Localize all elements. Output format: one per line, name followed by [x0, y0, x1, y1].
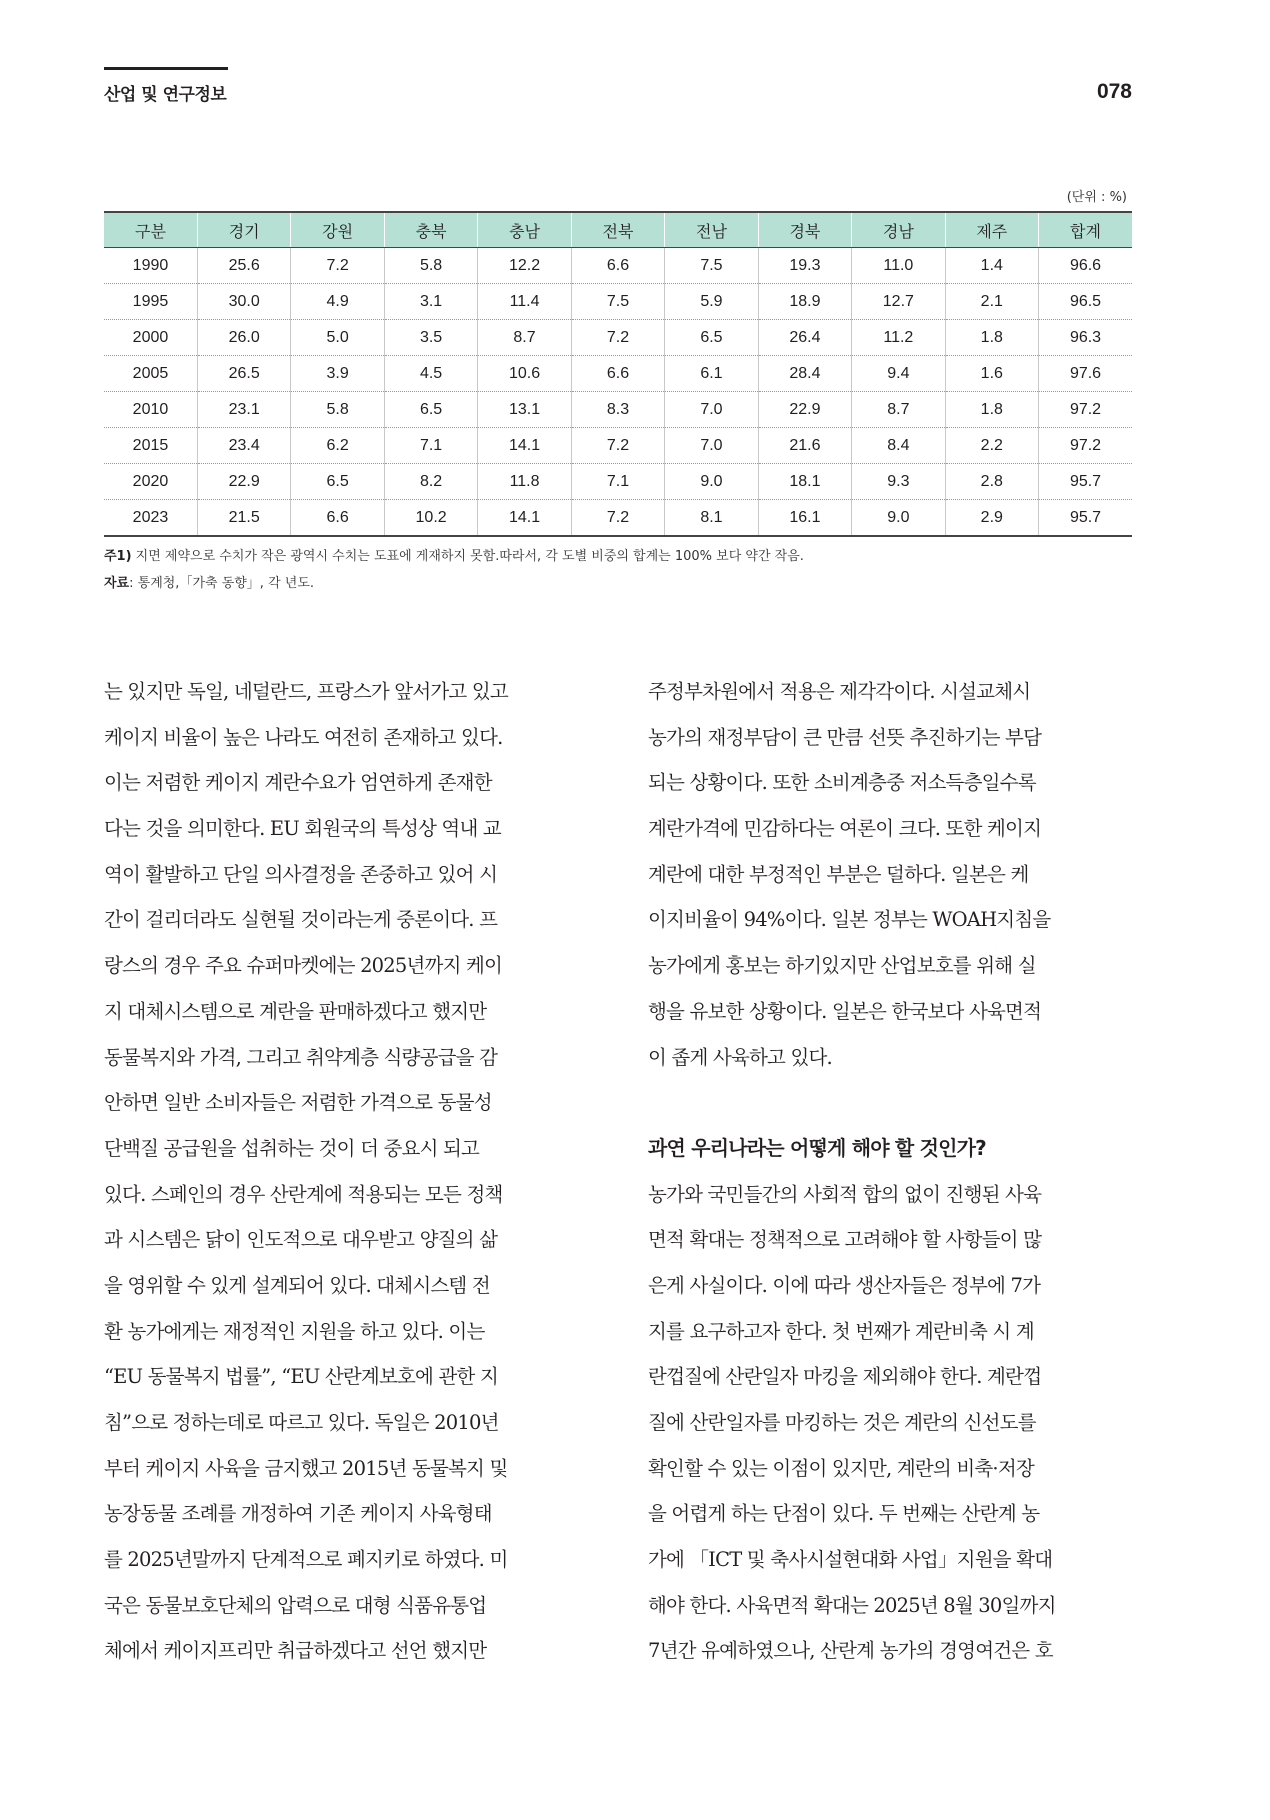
table-value-cell: 3.9: [291, 356, 384, 392]
body-text-line: 안하면 일반 소비자들은 저렴한 가격으로 동물성: [104, 1091, 492, 1115]
table-value-cell: 21.5: [197, 500, 290, 537]
body-text-line: 단백질 공급원을 섭취하는 것이 더 중요시 되고: [104, 1136, 480, 1160]
body-text-line: 를 2025년말까지 단계적으로 폐지키로 하였다. 미: [104, 1548, 508, 1572]
table-value-cell: 3.1: [384, 284, 477, 320]
body-text-line: 되는 상황이다. 또한 소비계층중 저소득층일수록: [648, 771, 1036, 795]
table-value-cell: 21.6: [758, 428, 851, 464]
table-column-header: 경북: [758, 212, 851, 248]
table-row: [104, 248, 1132, 284]
table-value-cell: 7.1: [384, 428, 477, 464]
table-value-cell: 11.4: [478, 284, 571, 320]
body-text-line: 랑스의 경우 주요 슈퍼마켓에는 2025년까지 케이: [104, 954, 503, 978]
body-text-line: 란껍질에 산란일자 마킹을 제외해야 한다. 계란껍: [648, 1365, 1042, 1389]
table-value-cell: 8.7: [852, 392, 945, 428]
body-text-line: 해야 한다. 사육면적 확대는 2025년 8월 30일까지: [648, 1593, 1056, 1617]
body-column-left: [104, 669, 592, 1674]
note-label: 주1): [104, 549, 132, 564]
body-text-line: 7년간 유예하였으나, 산란계 농가의 경영여건은 호: [648, 1639, 1053, 1663]
body-text-line: 환 농가에게는 재정적인 지원을 하고 있다. 이는: [104, 1319, 485, 1343]
table-value-cell: 8.7: [478, 320, 571, 356]
header-rule: [104, 67, 228, 70]
body-text-line: 질에 산란일자를 마킹하는 것은 계란의 신선도를: [648, 1411, 1036, 1434]
table-value-cell: 96.5: [1039, 284, 1132, 320]
table-value-cell: 12.7: [852, 284, 945, 320]
table-value-cell: 6.1: [665, 356, 758, 392]
source-text: : 통계청,「가축 동향」, 각 년도.: [129, 576, 315, 591]
body-text-line: 부터 케이지 사육을 금지했고 2015년 동물복지 및: [104, 1456, 508, 1480]
table-column-header: 경남: [852, 212, 945, 248]
table-value-cell: 26.4: [758, 320, 851, 356]
table-row: [104, 500, 1132, 537]
table-value-cell: 6.6: [291, 500, 384, 537]
table-header-row: [104, 212, 1132, 248]
table-value-cell: 14.1: [478, 428, 571, 464]
table-value-cell: 6.6: [571, 248, 664, 284]
table-value-cell: 8.1: [665, 500, 758, 537]
paragraph-gap: [648, 1080, 1132, 1126]
table-value-cell: 11.8: [478, 464, 571, 500]
table-value-cell: 5.8: [291, 392, 384, 428]
table-column-header: 경기: [197, 212, 290, 248]
table-value-cell: 3.5: [384, 320, 477, 356]
table-value-cell: 19.3: [758, 248, 851, 284]
table-value-cell: 28.4: [758, 356, 851, 392]
table-value-cell: 2.9: [945, 500, 1038, 537]
body-text-line: 는 있지만 독일, 네덜란드, 프랑스가 앞서가고 있고: [104, 680, 508, 703]
body-text-line: 농가와 국민들간의 사회적 합의 없이 진행된 사육: [648, 1182, 1042, 1206]
table-value-cell: 7.2: [571, 428, 664, 464]
table-value-cell: 10.6: [478, 356, 571, 392]
table-value-cell: 7.1: [571, 464, 664, 500]
body-text-line: 행을 유보한 상황이다. 일본은 한국보다 사육면적: [648, 999, 1042, 1023]
table-value-cell: 4.9: [291, 284, 384, 320]
table-value-cell: 96.3: [1039, 320, 1132, 356]
table-value-cell: 96.6: [1039, 248, 1132, 284]
table-value-cell: 97.6: [1039, 356, 1132, 392]
table-value-cell: 13.1: [478, 392, 571, 428]
section-subheading: 과연 우리나라는 어떻게 해야 할 것인가?: [648, 1135, 986, 1160]
table-value-cell: 7.5: [665, 248, 758, 284]
section-title: 산업 및 연구정보: [104, 85, 227, 105]
table-note: [104, 545, 804, 564]
table-value-cell: 97.2: [1039, 392, 1132, 428]
table-value-cell: 22.9: [197, 464, 290, 500]
table-row: [104, 428, 1132, 464]
body-text-line: 은게 사실이다. 이에 따라 생산자들은 정부에 7가: [648, 1273, 1041, 1297]
body-text-line: 을 어렵게 하는 단점이 있다. 두 번째는 산란계 농: [648, 1502, 1040, 1526]
body-text-line: 계란가격에 민감하다는 여론이 크다. 또한 케이지: [648, 817, 1042, 841]
table-value-cell: 7.2: [291, 248, 384, 284]
table-value-cell: 6.5: [665, 320, 758, 356]
table-value-cell: 8.2: [384, 464, 477, 500]
table-value-cell: 1.8: [945, 392, 1038, 428]
table-row: [104, 392, 1132, 428]
table-year-cell: 1995: [104, 284, 197, 320]
right-column-paragraph-1: [648, 669, 1132, 1080]
body-text-line: 이는 저렴한 케이지 계란수요가 엄연하게 존재한: [104, 771, 492, 795]
body-text-line: 이지비율이 94%이다. 일본 정부는 WOAH지침을: [648, 908, 1051, 932]
table-value-cell: 7.5: [571, 284, 664, 320]
body-text-line: 면적 확대는 정책적으로 고려해야 할 사항들이 많: [648, 1228, 1042, 1252]
table-value-cell: 9.0: [852, 500, 945, 537]
table-year-cell: 2020: [104, 464, 197, 500]
table-value-cell: 18.1: [758, 464, 851, 500]
table-year-cell: 2010: [104, 392, 197, 428]
table-value-cell: 11.2: [852, 320, 945, 356]
table-value-cell: 23.1: [197, 392, 290, 428]
table-value-cell: 5.0: [291, 320, 384, 356]
body-text-line: 계란에 대한 부정적인 부분은 덜하다. 일본은 케: [648, 862, 1029, 886]
table-row: [104, 464, 1132, 500]
table-row: [104, 284, 1132, 320]
table-value-cell: 8.3: [571, 392, 664, 428]
body-text-line: 가에 「ICT 및 축사시설현대화 사업」지원을 확대: [648, 1548, 1053, 1572]
body-text-line: 케이지 비율이 높은 나라도 여전히 존재하고 있다.: [104, 725, 503, 749]
table-value-cell: 7.0: [665, 428, 758, 464]
table-value-cell: 2.8: [945, 464, 1038, 500]
source-label: 자료: [104, 576, 130, 591]
table-column-header: 구분: [104, 212, 197, 248]
right-column-paragraph-2: [648, 1172, 1132, 1675]
table-value-cell: 18.9: [758, 284, 851, 320]
table-value-cell: 6.5: [291, 464, 384, 500]
body-text-line: 이 좁게 사육하고 있다.: [648, 1045, 832, 1069]
table-row: [104, 320, 1132, 356]
body-text-line: 지 대체시스템으로 계란을 판매하겠다고 했지만: [104, 999, 487, 1023]
body-text-line: 농가에게 홍보는 하기있지만 산업보호를 위해 실: [648, 954, 1036, 978]
table-value-cell: 6.5: [384, 392, 477, 428]
table-value-cell: 14.1: [478, 500, 571, 537]
table-column-header: 강원: [291, 212, 384, 248]
regional-share-table: [104, 211, 1132, 537]
body-text-line: 있다. 스페인의 경우 산란계에 적용되는 모든 정책: [104, 1182, 503, 1206]
table-value-cell: 95.7: [1039, 464, 1132, 500]
table-value-cell: 9.4: [852, 356, 945, 392]
body-text-line: 농장동물 조례를 개정하여 기존 케이지 사육형태: [104, 1502, 492, 1526]
table-value-cell: 11.0: [852, 248, 945, 284]
table-year-cell: 2005: [104, 356, 197, 392]
body-text-line: 농가의 재정부담이 큰 만큼 선뜻 추진하기는 부담: [648, 725, 1042, 749]
table-column-header: 전남: [665, 212, 758, 248]
body-text-line: 동물복지와 가격, 그리고 취약계층 식량공급을 감: [104, 1045, 498, 1069]
body-text-line: 확인할 수 있는 이점이 있지만, 계란의 비축·저장: [648, 1456, 1034, 1480]
body-text-line: 을 영위할 수 있게 설계되어 있다. 대체시스템 전: [104, 1273, 490, 1297]
table-value-cell: 9.0: [665, 464, 758, 500]
table-column-header: 제주: [945, 212, 1038, 248]
body-text-line: 다는 것을 의미한다. EU 회원국의 특성상 역내 교: [104, 817, 501, 841]
table-year-cell: 2015: [104, 428, 197, 464]
body-text-line: 간이 걸리더라도 실현될 것이라는게 중론이다. 프: [104, 908, 498, 932]
table-year-cell: 2023: [104, 500, 197, 537]
table-value-cell: 6.2: [291, 428, 384, 464]
table-value-cell: 26.5: [197, 356, 290, 392]
table-source: [104, 572, 314, 591]
table-value-cell: 6.6: [571, 356, 664, 392]
table-value-cell: 4.5: [384, 356, 477, 392]
body-text-line: 역이 활발하고 단일 의사결정을 존중하고 있어 시: [104, 862, 498, 886]
table-value-cell: 9.3: [852, 464, 945, 500]
table-value-cell: 1.4: [945, 248, 1038, 284]
table-value-cell: 1.6: [945, 356, 1038, 392]
table-column-header: 충북: [384, 212, 477, 248]
table-value-cell: 5.8: [384, 248, 477, 284]
table-value-cell: 10.2: [384, 500, 477, 537]
table-value-cell: 23.4: [197, 428, 290, 464]
note-text: 지면 제약으로 수치가 작은 광역시 수치는 도표에 게재하지 못함.따라서, 각 도별 비중의 합계는 100% 보다 약간 작음.: [131, 549, 804, 564]
body-text-line: 국은 동물보호단체의 압력으로 대형 식품유통업: [104, 1593, 487, 1617]
table-value-cell: 2.1: [945, 284, 1038, 320]
table-year-cell: 1990: [104, 248, 197, 284]
table-row: [104, 356, 1132, 392]
table-body: [104, 248, 1132, 537]
table-value-cell: 22.9: [758, 392, 851, 428]
table-value-cell: 97.2: [1039, 428, 1132, 464]
body-text-line: 지를 요구하고자 한다. 첫 번째가 계란비축 시 계: [648, 1319, 1034, 1343]
table-value-cell: 5.9: [665, 284, 758, 320]
table-value-cell: 16.1: [758, 500, 851, 537]
body-text-line: 과 시스템은 닭이 인도적으로 대우받고 양질의 삶: [104, 1228, 498, 1252]
page-number: 078: [1096, 80, 1132, 103]
body-text-line: “EU 동물복지 법률”, “EU 산란계보호에 관한 지: [104, 1365, 498, 1389]
table-column-header: 전북: [571, 212, 664, 248]
table-value-cell: 7.2: [571, 500, 664, 537]
table-column-header: 충남: [478, 212, 571, 248]
body-column-right: [648, 669, 1132, 1674]
table-value-cell: 2.2: [945, 428, 1038, 464]
table-value-cell: 7.2: [571, 320, 664, 356]
table-value-cell: 25.6: [197, 248, 290, 284]
table-value-cell: 8.4: [852, 428, 945, 464]
body-text-line: 주정부차원에서 적용은 제각각이다. 시설교체시: [648, 680, 1031, 703]
table-unit-label: (단위 : %): [1066, 190, 1127, 205]
table-column-header: 합계: [1039, 212, 1132, 248]
body-text-line: 체에서 케이지프리만 취급하겠다고 선언 했지만: [104, 1639, 487, 1663]
table-value-cell: 7.0: [665, 392, 758, 428]
table-value-cell: 95.7: [1039, 500, 1132, 537]
table-year-cell: 2000: [104, 320, 197, 356]
table-value-cell: 12.2: [478, 248, 571, 284]
body-text-line: 침”으로 정하는데로 따르고 있다. 독일은 2010년: [104, 1411, 499, 1434]
table-value-cell: 30.0: [197, 284, 290, 320]
table-value-cell: 1.8: [945, 320, 1038, 356]
table-value-cell: 26.0: [197, 320, 290, 356]
